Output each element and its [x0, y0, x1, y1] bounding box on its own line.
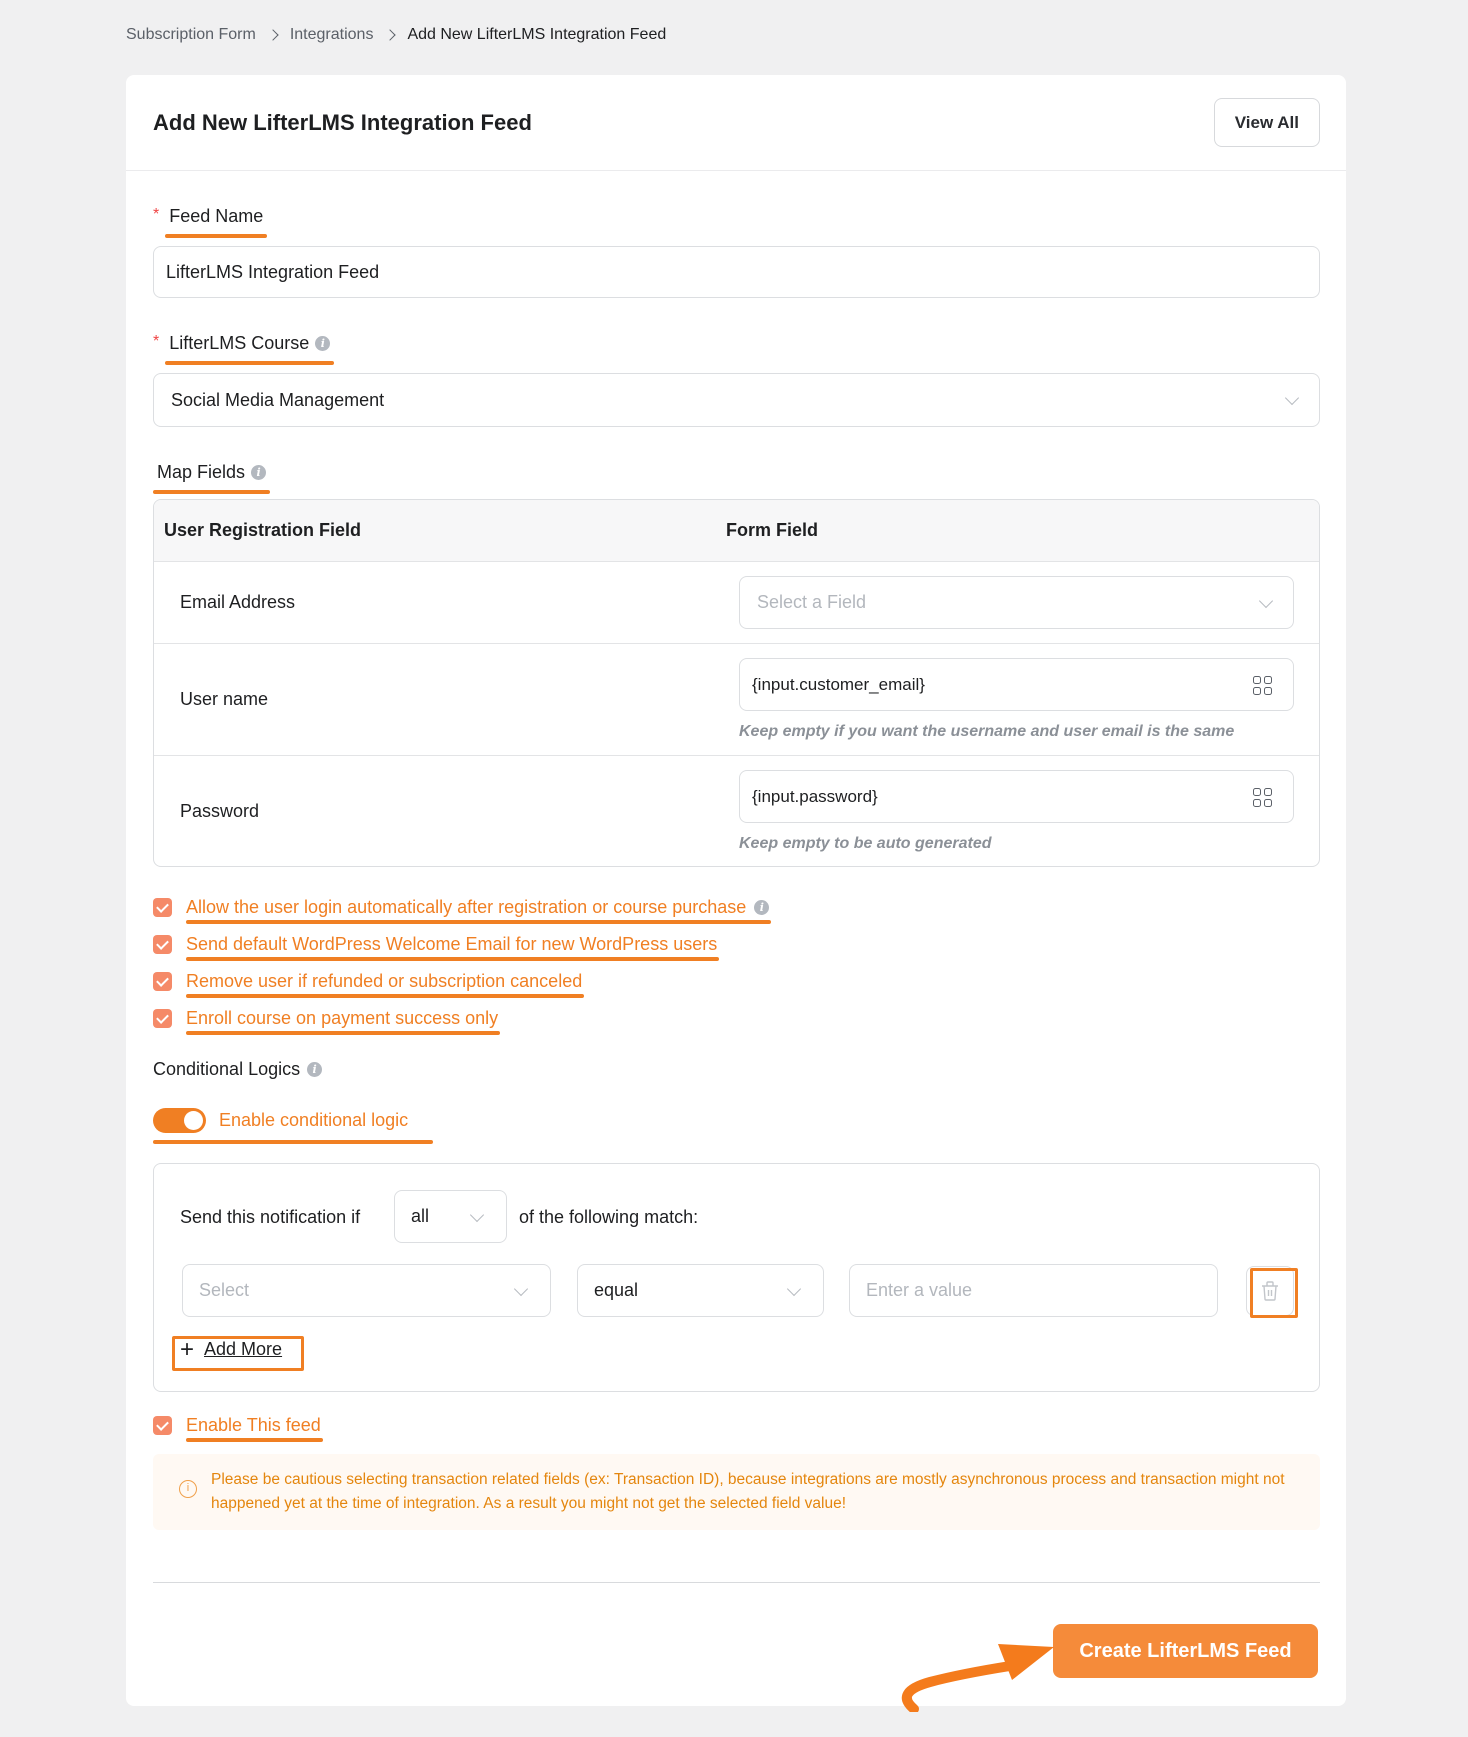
course-select-value: Social Media Management: [171, 389, 385, 410]
option-auto-login[interactable]: [153, 889, 1320, 926]
column-form-field: Form Field: [726, 520, 819, 540]
chevron-right-icon: [385, 28, 395, 42]
option-label: Enroll course on payment success only: [186, 1008, 499, 1028]
row-label: User name: [180, 689, 269, 709]
breadcrumb-integrations[interactable]: Integrations: [289, 26, 374, 43]
conditional-toggle[interactable]: [153, 1108, 206, 1133]
page-title: Add New LifterLMS Integration Feed: [153, 109, 532, 135]
info-icon[interactable]: i: [315, 336, 330, 351]
chevron-right-icon: [268, 28, 278, 42]
rule-value-placeholder: Enter a value: [866, 1280, 973, 1300]
password-value: {input.password}: [752, 786, 878, 806]
conditional-rules-box: [153, 1163, 1320, 1392]
chevron-down-icon: [1285, 391, 1299, 405]
checkbox-checked[interactable]: [153, 935, 172, 954]
email-field-select[interactable]: [739, 576, 1294, 629]
required-asterisk: *: [153, 332, 160, 350]
checkbox-checked[interactable]: [153, 1416, 172, 1435]
match-type-value: all: [411, 1206, 430, 1226]
highlight-underline: [153, 1140, 433, 1144]
enable-feed-checkbox-row[interactable]: [153, 1407, 1320, 1444]
form-body: [126, 206, 1346, 1583]
username-hint: Keep empty if you want the username and user email is the same: [739, 723, 1235, 740]
table-row-username: [154, 644, 1319, 756]
option-label: Send default WordPress Welcome Email for new WordPress users: [186, 934, 718, 954]
shortcode-grid-icon[interactable]: [1253, 676, 1273, 696]
feed-name-label-row: [153, 206, 1320, 229]
map-fields-label-row: [153, 462, 1320, 485]
required-asterisk: *: [153, 205, 160, 223]
feed-name-value: LifterLMS Integration Feed: [166, 261, 380, 282]
add-more-label: Add More: [204, 1339, 283, 1359]
rule-field-placeholder: Select: [199, 1280, 250, 1300]
annotation-arrow-icon: [900, 1622, 1060, 1712]
username-value: {input.customer_email}: [752, 674, 925, 694]
feed-name-label: Feed Name: [169, 206, 263, 229]
conditional-toggle-row[interactable]: [153, 1108, 433, 1133]
password-field-input[interactable]: [739, 770, 1294, 823]
footer-divider: [153, 1582, 1320, 1583]
info-icon[interactable]: i: [251, 465, 266, 480]
option-enroll-on-payment[interactable]: [153, 1000, 1320, 1037]
highlight-box: [172, 1336, 304, 1371]
table-row-password: [154, 756, 1319, 866]
checkbox-checked[interactable]: [153, 1009, 172, 1028]
checkbox-checked[interactable]: [153, 898, 172, 917]
rule-value-input[interactable]: [849, 1264, 1218, 1317]
option-label: Remove user if refunded or subscription canceled: [186, 971, 583, 991]
breadcrumb-current: Add New LifterLMS Integration Feed: [407, 26, 667, 43]
select-placeholder: Select a Field: [757, 592, 867, 612]
toggle-label: Enable conditional logic: [219, 1110, 409, 1130]
chevron-down-icon: [470, 1208, 484, 1222]
feed-card: [126, 75, 1346, 1706]
row-label: Email Address: [180, 592, 296, 612]
map-fields-label: Map Fields i: [157, 462, 266, 485]
rule-operator-value: equal: [594, 1280, 639, 1300]
notice-text: Please be cautious selecting transaction related fields (ex: Transaction ID), because integrations are mostly asynchronous process and transaction might not happened yet at the time of integration. As a result you might not get the selected field value!: [211, 1471, 1285, 1512]
breadcrumb: [126, 26, 666, 44]
course-select[interactable]: [153, 373, 1320, 427]
map-fields-table: [153, 499, 1320, 867]
feed-name-input[interactable]: [153, 246, 1320, 298]
username-field-input[interactable]: [739, 658, 1294, 711]
view-all-button[interactable]: View All: [1214, 98, 1320, 147]
option-remove-user[interactable]: [153, 963, 1320, 1000]
match-type-select[interactable]: [394, 1190, 507, 1243]
create-feed-button[interactable]: Create LifterLMS Feed: [1053, 1624, 1318, 1678]
plus-icon: +: [180, 1335, 195, 1363]
options-list: [153, 889, 1320, 1037]
row-label: Password: [180, 800, 260, 821]
checkbox-checked[interactable]: [153, 972, 172, 991]
info-circle-icon: i: [179, 1480, 197, 1498]
conditional-logics-label-row: [153, 1059, 1320, 1080]
rule-field-select[interactable]: [182, 1264, 551, 1317]
transaction-warning-notice: [153, 1454, 1320, 1530]
condition-suffix: of the following match:: [519, 1207, 699, 1227]
chevron-down-icon: [787, 1282, 801, 1296]
course-label: LifterLMS Course i: [169, 333, 330, 356]
highlight-box: [1250, 1268, 1298, 1318]
info-icon[interactable]: i: [307, 1062, 322, 1077]
password-hint: Keep empty to be auto generated: [739, 835, 992, 852]
column-user-registration-field: User Registration Field: [164, 520, 362, 540]
option-label: Allow the user login automatically after registration or course purchase i: [186, 897, 769, 918]
shortcode-grid-icon[interactable]: [1253, 788, 1273, 808]
info-icon[interactable]: i: [754, 900, 769, 915]
condition-prefix: Send this notification if: [180, 1207, 361, 1227]
chevron-down-icon: [514, 1282, 528, 1296]
rule-operator-select[interactable]: [577, 1264, 824, 1317]
enable-feed-label: Enable This feed: [186, 1415, 321, 1435]
option-welcome-email[interactable]: [153, 926, 1320, 963]
chevron-down-icon: [1259, 594, 1273, 608]
conditional-logics-label: Conditional Logics: [153, 1059, 301, 1079]
table-row-email: [154, 562, 1319, 644]
card-header: [126, 75, 1346, 171]
table-header: [154, 500, 1319, 562]
course-label-row: [153, 333, 1320, 356]
breadcrumb-subscription-form[interactable]: Subscription Form: [126, 26, 256, 43]
